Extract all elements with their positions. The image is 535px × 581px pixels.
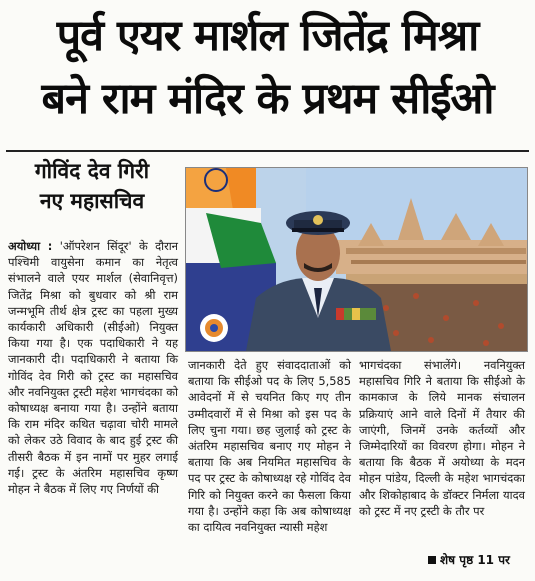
- subhead-line-1: गोविंद देव गिरी: [34, 159, 150, 183]
- continued-text: शेष पृष्ठ 11 पर: [440, 553, 510, 567]
- article-column-2: [188, 357, 351, 535]
- photo-illustration: [186, 168, 527, 351]
- headline-line-1: पूर्व एयर मार्शल जितेंद्र मिश्रा: [56, 11, 479, 61]
- article-col1-text: 'ऑपरेशन सिंदूर' के दौरान पश्चिमी वायुसेना कमान का नेतृत्व संभालने वाले एयर मार्शल (सेवानिवृत्त) जितेंद्र मिश्रा को बुधवार को श्री राम जन्मभूमि तीर्थ क्षेत्र ट्रस्ट का पहला मुख्य कार्यकारी अधिकारी (सीईओ) नियुक्त किया गया है। एक पदाधिकारी ने यह जानकारी दी। पदाधिकारी ने बताया कि गोविंद देव गिरी को ट्रस्ट का महासचिव और नवनियुक्त ट्रस्टी महेश भागचंदका को कोषाध्यक्ष बनाया गया है। उन्होंने बताया कि राम मंदिर कथित चढ़ावा चोरी मामले को लेकर उठे विवाद के बाद हुई ट्रस्ट की तीसरी बैठक में इन नामों पर मुहर लगाई गई। ट्रस्ट के अंतरिम महासचिव कृष्ण मोहन ने बैठक में लिए गए निर्णयों की: [8, 239, 178, 497]
- article-column-1: [8, 238, 178, 497]
- square-bullet-icon: [428, 556, 436, 564]
- headline: [8, 4, 527, 130]
- article-column-3: [359, 357, 525, 519]
- headline-line-2: बने राम मंदिर के प्रथम सीईओ: [41, 74, 494, 124]
- headline-rule: [6, 150, 529, 152]
- subhead: [6, 156, 178, 216]
- article-dateline: अयोध्या :: [8, 239, 53, 253]
- article-col2-text: जानकारी देते हुए संवाददाताओं को बताया कि सीईओ पद के लिए 5,585 आवेदनों में से चयनित किए गए तीन उम्मीदवारों में से मिश्रा को इस पद के लिए चुना गया। छह जुलाई को ट्रस्ट के अंतरिम महासचिव बनाए गए मोहन ने बताया कि अब नियमित महासचिव के पद पर ट्रस्ट के कोषाध्यक्ष रहे गोविंद देव गिरि को नियुक्त करने का फैसला किया गया है। उन्होंने कहा कि अब कोषाध्यक्ष का दायित्व नवनियुक्त न्यासी महेश: [188, 358, 351, 535]
- news-photo: [185, 167, 528, 352]
- continued-marker: [428, 551, 510, 568]
- article-col3-text: भागचंदका संभालेंगे। नवनियुक्त महासचिव गिरि ने बताया कि सीईओ के कामकाज के लिये मानक संचालन प्रक्रियाएं आने वाले दिनों में तैयार की जाएंगी, जिनमें उनके कर्तव्यों और जिम्मेदारियों का विवरण होगा। मोहन ने बताया कि बैठक में अयोध्या के मदन मोहन पांडेय, दिल्ली के महेश भागचंदका और शिकोहाबाद के डॉक्टर निर्मला यादव को ट्रस्ट में नए ट्रस्टी के तौर पर: [359, 358, 525, 518]
- subhead-line-2: नए महासचिव: [39, 189, 145, 213]
